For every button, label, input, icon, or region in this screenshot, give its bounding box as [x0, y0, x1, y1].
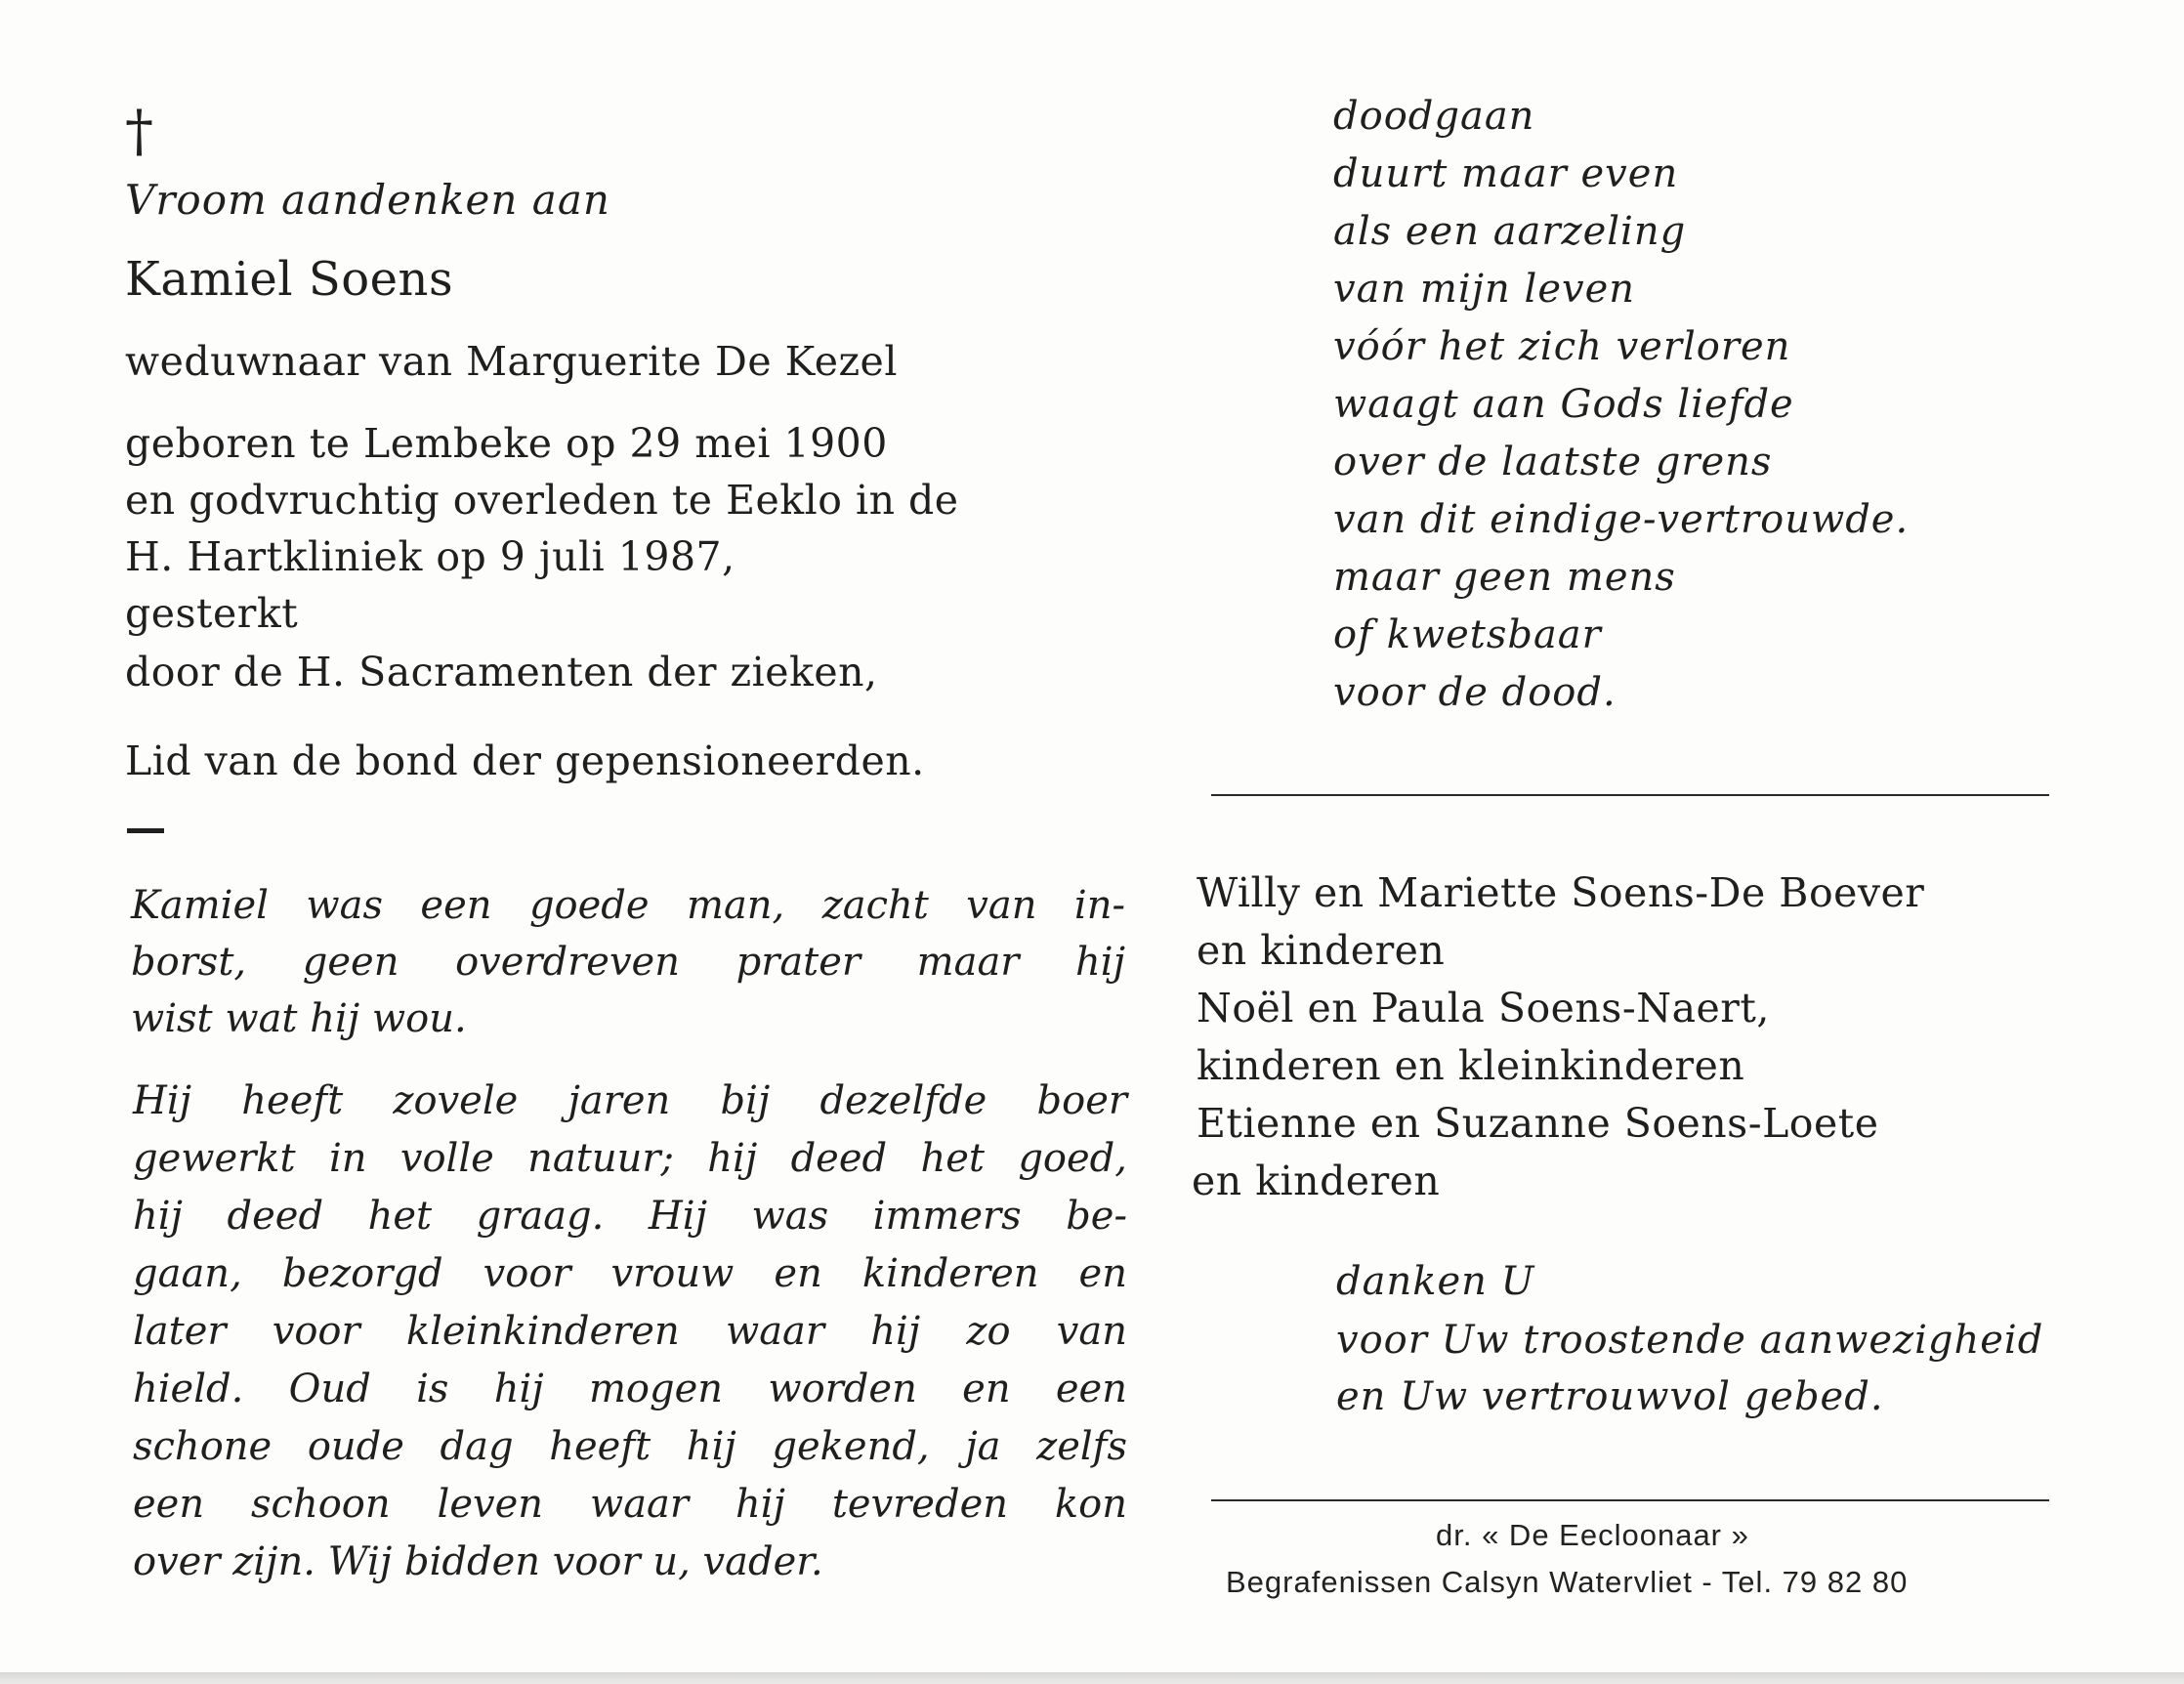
membership-line: Lid van de bond der gepensioneerden. — [125, 737, 925, 784]
cross-symbol: † — [125, 98, 153, 164]
poem-line: waagt aan Gods liefde — [1333, 382, 1794, 427]
poem-line: doodgaan — [1333, 94, 1535, 139]
poem-line: als een aarzeling — [1333, 209, 1687, 254]
poem-line: duurt maar even — [1333, 151, 1679, 196]
family-line: kinderen en kleinkinderen — [1197, 1042, 1745, 1089]
card-bottom-edge — [0, 1672, 2184, 1684]
death-line: en godvruchtig overleden te Eeklo in de — [125, 477, 959, 524]
tribute-line: Hij heeft zovele jaren bij dezelfde boer — [133, 1078, 1127, 1123]
family-line: en kinderen — [1192, 1158, 1441, 1204]
poem-line: of kwetsbaar — [1333, 612, 1602, 657]
thanks-line: danken U — [1336, 1259, 1535, 1304]
divider-rule — [1211, 794, 2049, 796]
separator-dash — [127, 828, 164, 833]
family-line: en kinderen — [1197, 927, 1446, 974]
sacrament-line-1: gesterkt — [125, 590, 299, 637]
tribute-line: over zijn. Wij bidden voor u, vader. — [133, 1539, 823, 1584]
tribute-line: gaan, bezorgd voor vrouw en kinderen en — [133, 1251, 1127, 1296]
poem-line: van dit eindige-vertrouwde. — [1333, 497, 1910, 542]
sacrament-line-2: door de H. Sacramenten der zieken, — [125, 649, 878, 695]
poem-line: voor de dood. — [1333, 670, 1617, 715]
printer-name: dr. « De Eecloonaar » — [1436, 1518, 1749, 1552]
tribute-line: later voor kleinkinderen waar hij zo van — [133, 1309, 1127, 1354]
death-place-line: H. Hartkliniek op 9 juli 1987, — [125, 533, 735, 580]
family-line: Noël en Paula Soens-Naert, — [1197, 985, 1770, 1031]
poem-line: van mijn leven — [1333, 267, 1636, 312]
printer-address: Begrafenissen Calsyn Watervliet - Tel. 79 82 80 — [1226, 1565, 1909, 1599]
thanks-line: en Uw vertrouwvol gebed. — [1336, 1374, 1884, 1419]
tribute-line: Kamiel was een goede man, zacht van in- — [131, 883, 1125, 928]
tribute-line: hield. Oud is hij mogen worden en een — [133, 1367, 1127, 1411]
tribute-line: hij deed het graag. Hij was immers be- — [133, 1194, 1127, 1239]
tribute-line: schone oude dag heeft hij gekend, ja zelfs — [133, 1424, 1127, 1469]
poem-line: vóór het zich verloren — [1333, 324, 1791, 369]
poem-line: over de laatste grens — [1333, 440, 1773, 484]
thanks-line: voor Uw troostende aanwezigheid — [1336, 1318, 2044, 1363]
family-line: Etienne en Suzanne Soens-Loete — [1197, 1100, 1879, 1147]
poem-line: maar geen mens — [1333, 555, 1676, 600]
tribute-line: wist wat hij wou. — [131, 996, 467, 1041]
heading: Vroom aandenken aan — [125, 176, 610, 224]
tribute-line: gewerkt in volle natuur; hij deed het goed, — [133, 1136, 1127, 1181]
tribute-line: borst, geen overdreven prater maar hij — [131, 940, 1125, 985]
spouse-line: weduwnaar van Marguerite De Kezel — [125, 338, 898, 385]
birth-line: geboren te Lembeke op 29 mei 1900 — [125, 420, 888, 467]
printer-rule — [1211, 1499, 2049, 1501]
deceased-name: Kamiel Soens — [125, 252, 454, 307]
tribute-line: een schoon leven waar hij tevreden kon — [133, 1482, 1127, 1527]
family-line: Willy en Mariette Soens-De Boever — [1197, 869, 1925, 916]
